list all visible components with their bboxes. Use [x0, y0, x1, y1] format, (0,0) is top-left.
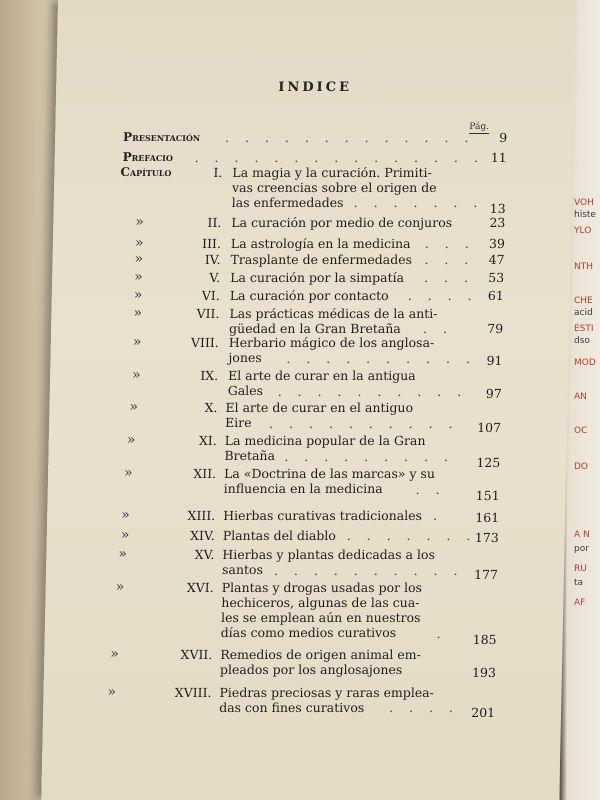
leader-dots: . . . . . . . . . . . . . . .	[194, 150, 485, 165]
ditto-mark: »	[107, 684, 117, 700]
fragment-text: histe	[574, 210, 596, 220]
page-number: 11	[490, 150, 507, 165]
chapter-title: Trasplante de enfermedades	[230, 252, 413, 267]
page-number: 61	[487, 288, 504, 303]
page-number: 47	[488, 252, 505, 267]
fragment-text: dso	[574, 336, 590, 346]
chapter-title: El arte de curar en la antigua Gales	[227, 368, 416, 398]
chapter-title: Plantas y drogas usadas por los hechiceros, algunas de las cua- les se emplean aún en nuestros días como medios curativos	[220, 580, 423, 640]
ditto-mark: »	[133, 305, 143, 321]
fragment-text: CHE	[574, 296, 593, 306]
chapter-title: Herbario mágico de los anglosa- jones	[228, 335, 435, 365]
chapter-title: La curación por contacto	[229, 288, 389, 303]
fragment-text: MOD	[574, 358, 596, 368]
page-number: 53	[488, 270, 505, 285]
leader-dots: . . . . . . . . . .	[286, 351, 477, 366]
chapter-number: VIII.	[190, 335, 219, 350]
fragment-text: YLO	[574, 226, 592, 236]
fragment-text: NTH	[574, 262, 593, 272]
fragment-text: acid	[574, 308, 593, 318]
fragment-text: AN	[574, 392, 587, 402]
chapter-title: La astrología en la medicina	[230, 236, 411, 251]
leader-dots: . . . . . . .	[353, 195, 484, 210]
leader-dots: . . . . . . . . . .	[273, 563, 464, 578]
chapter-title: La curación por medio de conjuros	[231, 215, 453, 230]
chapter-title: Piedras preciosas y raras emplea- das con fines curativos	[219, 685, 435, 715]
page-number: 23	[489, 215, 506, 230]
leader-dots: .	[436, 626, 447, 641]
chapter-title: La «Doctrina de las marcas» y su influencia en la medicina	[223, 466, 436, 496]
page-number: 177	[473, 567, 499, 582]
fragment-text: DO	[574, 462, 589, 472]
leader-dots: . . . . . . .	[346, 528, 477, 543]
fragment-text: RU	[574, 564, 587, 574]
page-number: 39	[488, 236, 506, 251]
chapter-title: Plantas del diablo	[222, 528, 337, 543]
page-number: 161	[475, 510, 500, 525]
chapter-number: XVIII.	[174, 685, 212, 700]
ditto-mark: »	[118, 546, 128, 562]
page-number: 79	[487, 321, 504, 336]
chapter-number: XII.	[193, 466, 217, 481]
chapter-title: Hierbas y plantas dedicadas a los santos	[221, 547, 436, 577]
ditto-mark: »	[134, 251, 144, 267]
ditto-mark: »	[132, 334, 142, 350]
leader-dots: . . . . . . . . .	[284, 449, 455, 464]
chapter-number: VI.	[201, 288, 220, 303]
chapter-word: Capítulo	[120, 165, 172, 179]
chapter-title: La curación por la simpatía	[230, 270, 405, 285]
chapter-title: La medicina popular de la Gran Bretaña	[224, 433, 426, 463]
page-number: 173	[474, 530, 499, 545]
page-number: 13	[489, 201, 506, 216]
chapter-number: XIV.	[189, 528, 215, 543]
page-title: INDICE	[278, 80, 353, 95]
chapter-number: II.	[207, 215, 222, 230]
page-column-label: Pág.	[469, 122, 490, 132]
ditto-mark: »	[134, 269, 143, 285]
leader-dots: . .	[415, 482, 446, 497]
ditto-mark: »	[131, 367, 141, 383]
fragment-text: AF	[574, 598, 586, 608]
leader-dots: .	[433, 508, 444, 523]
chapter-number: XV.	[194, 547, 215, 562]
chapter-number: III.	[201, 236, 222, 251]
fragment-text: VOH	[574, 198, 594, 208]
leader-dots: . . . . . . . . . . . . .	[224, 130, 475, 145]
fragment-text: ESTI	[574, 324, 594, 334]
ditto-mark: »	[115, 579, 125, 595]
chapter-number: I.	[213, 165, 223, 180]
chapter-number: XVII.	[180, 647, 213, 662]
ditto-mark: »	[133, 287, 143, 303]
page-number: 91	[486, 353, 503, 368]
page-number: 9	[499, 130, 508, 145]
chapter-number: VII.	[196, 306, 220, 321]
page-number: 185	[472, 632, 497, 647]
fragment-text: ta	[574, 578, 584, 588]
leader-dots: . . .	[424, 270, 475, 285]
chapter-number: XIII.	[187, 508, 216, 523]
leader-dots: . . .	[424, 236, 475, 251]
page-number: 125	[476, 455, 501, 470]
chapter-title: Las prácticas médicas de la anti- güedad en la Gran Bretaña	[228, 306, 438, 336]
ditto-mark: »	[120, 527, 130, 543]
chapter-title: Hierbas curativas tradicionales	[223, 508, 423, 523]
ditto-mark: »	[129, 399, 139, 415]
ditto-mark: »	[121, 507, 130, 523]
chapter-number: X.	[204, 400, 218, 415]
page-number: 193	[471, 665, 497, 680]
fragment-text: A N	[574, 530, 590, 540]
chapter-title: Remedios de origen animal em- pleados por los anglosajones	[219, 647, 421, 677]
page-number: 201	[471, 705, 496, 720]
chapter-number: IX.	[200, 368, 219, 383]
chapter-number: IV.	[204, 252, 221, 267]
chapter-title: La magia y la curación. Primiti- vas creencias sobre el origen de las enfermedades	[231, 165, 437, 210]
leader-dots: . . . . . . . . . .	[268, 416, 459, 431]
leader-dots: . . . .	[407, 288, 478, 303]
ditto-mark: »	[123, 465, 133, 481]
page-number: 97	[485, 386, 502, 401]
ditto-mark: »	[134, 235, 144, 251]
chapter-title: El arte de curar en el antiguo Eire	[224, 400, 414, 430]
chapter-number: XI.	[198, 433, 217, 448]
chapter-number: V.	[209, 270, 221, 285]
leader-dots: . . . .	[389, 700, 460, 715]
leader-dots: . . . . . . . . . .	[277, 384, 468, 399]
chapter-number: XVI.	[186, 580, 214, 595]
leader-dots: . . .	[424, 252, 475, 267]
ditto-mark: »	[135, 214, 145, 230]
entry-label: Prefacio	[122, 150, 174, 164]
ditto-mark: »	[126, 432, 136, 448]
book-page	[41, 0, 576, 800]
entry-label: Presentación	[122, 130, 201, 144]
page-number: 107	[477, 420, 502, 435]
leader-dots: . .	[422, 321, 454, 336]
fragment-text: por	[574, 544, 589, 554]
fragment-text: OC	[574, 426, 588, 436]
ditto-mark: »	[110, 646, 120, 662]
page-number: 151	[475, 488, 500, 503]
